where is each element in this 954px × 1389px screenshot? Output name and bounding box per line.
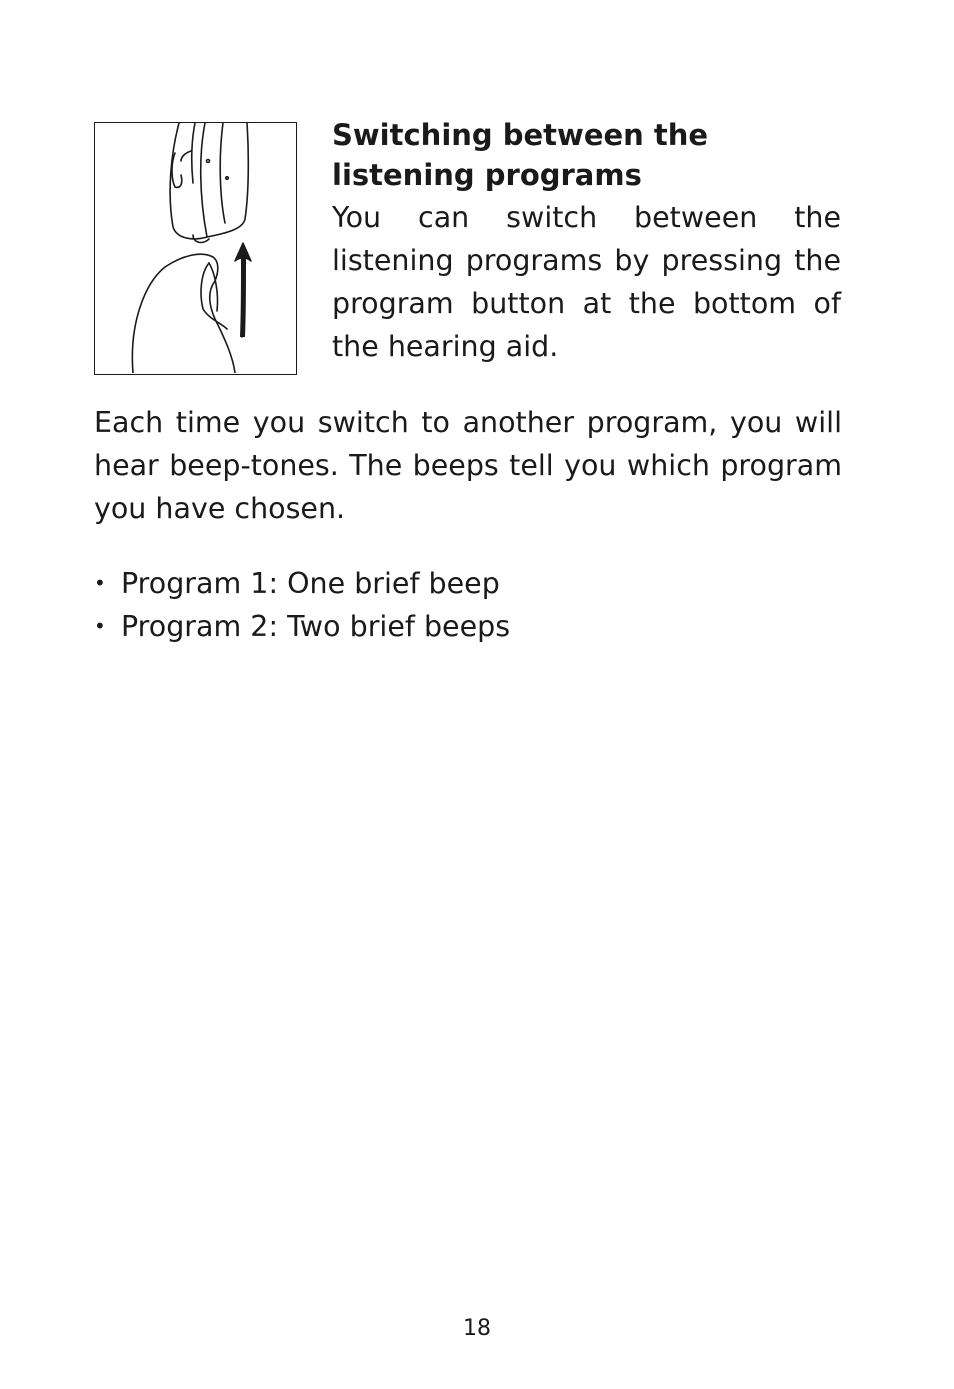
intro-paragraph: You can switch between the listening programs by pressing the program button at the bottom of the hearing aid. — [332, 201, 841, 363]
section-heading: Switching between the listening programs — [332, 118, 709, 192]
hearing-aid-program-button-icon — [95, 123, 295, 373]
program-beep-list — [94, 562, 842, 648]
hearing-aid-illustration — [94, 122, 297, 375]
bullet-marker: • — [94, 614, 106, 638]
list-item-text: Program 1: One brief beep — [121, 567, 500, 600]
page-number: 18 — [463, 1316, 491, 1341]
bullet-marker: • — [94, 571, 106, 595]
list-item — [94, 562, 842, 605]
beep-tones-paragraph: Each time you switch to another program, you will hear beep-tones. The beeps tell you which program you have chosen. — [94, 406, 842, 525]
list-item-text: Program 2: Two brief beeps — [121, 610, 511, 643]
list-item — [94, 605, 842, 648]
